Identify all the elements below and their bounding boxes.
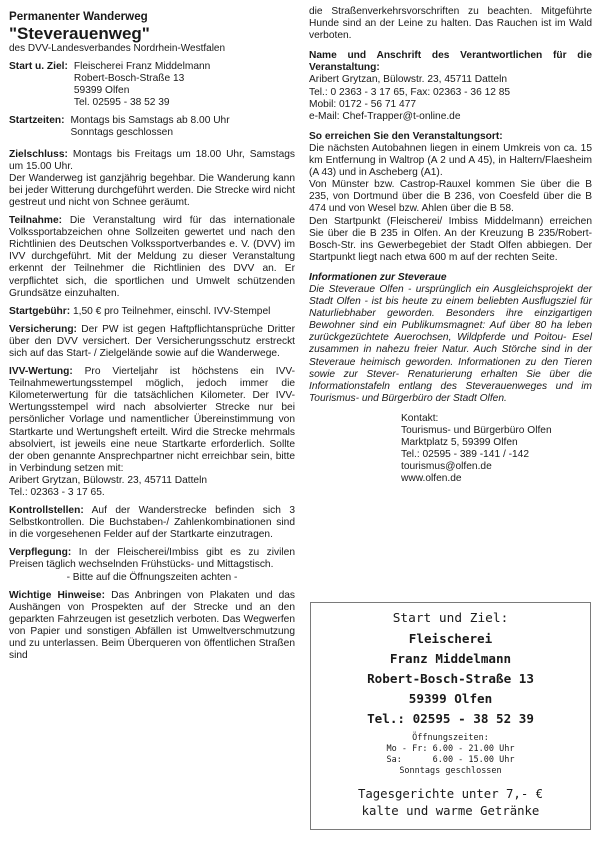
- organizer-subtitle: des DVV-Landesverbandes Nordrhein-Westfalen: [9, 43, 226, 54]
- startgebuehr-section: [9, 306, 295, 318]
- route-name: "Steverauenweg": [9, 24, 150, 43]
- versicherung-label: Versicherung:: [9, 323, 77, 335]
- kontakt-block: [401, 413, 592, 486]
- kontakt-label: Kontakt:: [401, 412, 439, 424]
- hinweise-label: Wichtige Hinweise:: [9, 589, 105, 601]
- teilnahme-label: Teilnahme:: [9, 215, 63, 227]
- box-hours-weekdays: Mo - Fr: 6.00 - 21.00 Uhr: [386, 744, 515, 754]
- ivv-wertung-text: Pro Vierteljahr ist höchstens ein IVV-Teilnahmewertungsstempel möglich, jedoch immer die Kilometerwertung für die tatsächlichen Kilometer. Der IVV-Wertungsstempel wird nach absolvierter Strecke nur bei persönlicher Vorlage und namentlicher Übereinstimmung von Startkarte und Wertungsheft erteilt. Wird die Strecke mehrmals absolviert, ist jeweils eine neue Startkarte erforderlich. Sollte der oben genannte Ansprechpartner nicht erreichbar sein, bitte in Verbindung setzen mit:: [9, 366, 295, 474]
- address-line: Fleischerei Franz Middelmann: [73, 61, 211, 72]
- kontakt-line: Tel.: 02595 - 389 -141 / -142: [401, 449, 529, 461]
- hours-line: Sonntags geschlossen: [70, 127, 173, 139]
- kontrollstellen-section: [9, 505, 295, 541]
- left-column: [9, 6, 295, 662]
- kontakt-line: Tourismus- und Bürgerbüro Olfen: [401, 425, 552, 436]
- right-column: [309, 6, 592, 485]
- box-street: Robert-Bosch-Straße 13: [367, 671, 534, 686]
- hours-line: Montags bis Samstags ab 8.00 Uhr: [70, 115, 230, 127]
- verantwortlich-heading: Name und Anschrift des Verantwortlichen für die Veranstaltung:: [309, 50, 592, 74]
- anreise-heading: So erreichen Sie den Veranstaltungsort:: [309, 130, 503, 142]
- steveraue-text: Die Steveraue Olfen - ursprünglich ein Ausgleichsprojekt der Stadt Olfen - ist bis heute zu einem beliebten Ausflugsziel für Naturliebhaber geworden. Besonders ihre einzigartigen Bewohner sind ein Publikumsmagnet: Auf über 80 ha leben zurückgezüchtete Auerochsen, Wildpferde und Poitou- Esel zusammen in nahezu freier Natur. Auch Störche sind in der Steveraue heimisch geworden. Informationen zu den Tieren sowie zur Stever- Renaturierung erhalten Sie über die Informationstafeln entlang des Steverauenweges und im Tourismus- und Bürgerbüro der Stadt Olfen.: [309, 283, 592, 404]
- anreise-paragraph: Von Münster bzw. Castrop-Rauxel kommen Sie über die B 235, von Dortmund über die B 236, von Coesfeld über die B 474 und von Wesel bzw. Ahlen über die B 58.: [309, 179, 592, 215]
- versicherung-section: [9, 324, 295, 360]
- ivv-wertung-section: [9, 366, 295, 475]
- zielschluss-note: Der Wanderweg ist ganzjährig begehbar. Die Wanderung kann bei jeder Witterung durchgeführt werden. Die Strecke wird nicht gestreut und nicht von Schnee geräumt.: [9, 172, 295, 208]
- kontakt-website: www.olfen.de: [401, 473, 462, 485]
- start-ziel-block: [9, 61, 210, 109]
- startzeiten-label: Startzeiten:: [9, 115, 65, 127]
- start-ziel-value: [74, 61, 210, 109]
- startgebuehr-text: 1,50 € pro Teilnehmer, einschl. IVV-Stempel: [70, 305, 271, 317]
- box-start-ziel-label: Start und Ziel:: [392, 611, 509, 626]
- start-ziel-box: [310, 602, 591, 830]
- verantwortlich-line: Tel.: 0 2363 - 3 17 65, Fax: 02363 - 36 12 85: [309, 86, 511, 98]
- verantwortlich-line: Aribert Grytzan, Bülowstr. 23, 45711 Datteln: [309, 74, 507, 86]
- verantwortlich-email: e-Mail: Chef-Trapper@t-online.de: [309, 110, 461, 122]
- ivv-wertung-label: IVV-Wertung:: [9, 366, 73, 378]
- kontrollstellen-text: Auf der Wanderstrecke befinden sich 3 Selbstkontrollen. Die Buchstaben-/ Zahlenkombinationen sind in die vorgesehenen Felder auf der Startkarte einzutragen.: [9, 505, 295, 541]
- box-meals: Tagesgerichte unter 7,- €: [357, 787, 544, 801]
- kontakt-email: tourismus@olfen.de: [401, 461, 492, 473]
- hinweise-section: [9, 590, 295, 663]
- teilnahme-text: Die Veranstaltung wird für das internationale Volkssportabzeichen ohne Sollzeiten gewertet und nach den Richtlinien des Deutschen Volkssportverbandes e. V. (DVV) im IVV durchgeführt. Mit der Meldung zu dieser Veranstaltung erkennt der Teilnehmer die Richtlinien des DVV an. Er verpflichtet sich, die sportlichen und Umwelt schützenden Grundsätze einzuhalten.: [9, 215, 295, 299]
- hinweise-continued: die Straßenverkehrsvorschriften zu beachten. Mitgeführte Hunde sind an der Leine zu halten. Das Rauchen ist im Wald verboten.: [309, 6, 592, 42]
- start-ziel-label: Start u. Ziel:: [9, 61, 68, 72]
- address-line: Tel. 02595 - 38 52 39: [73, 97, 170, 109]
- verpflegung-label: Verpflegung:: [9, 547, 72, 559]
- anreise-paragraph: Die nächsten Autobahnen liegen in einem Umkreis von ca. 15 km Entfernung in Waltrop (A 2 und A 45), in Haltern/Flaesheim (A 43) und in Ascheberg (A1).: [309, 142, 592, 179]
- box-hours-label: Öffnungszeiten:: [412, 733, 489, 743]
- box-name-line1: Fleischerei: [408, 631, 493, 646]
- verpflegung-section: [9, 547, 295, 571]
- address-line: Robert-Bosch-Straße 13: [73, 73, 185, 85]
- address-line: 59399 Olfen: [73, 85, 130, 97]
- anreise-paragraph: Den Startpunkt (Fleischerei/ Imbiss Middelmann) erreichen Sie über die B 235 in Olfen. An der Kreuzung B 235/Robert-Bosch-Str. ins Gewerbegebiet der Stadt Olfen abbiegen. Der Startpunkt liegt nach etwa 600 m auf der rechten Seite.: [309, 215, 592, 263]
- hinweise-text: Das Anbringen von Plakaten und das Aushängen von Prospekten auf der Strecke und an den geparkten Fahrzeugen ist gesetzlich verboten. Das Wegwerfen von Papier und sonstigen Abfällen ist Umweltverschmutzung und zu unterlassen. Beim Überqueren von öffentlichen Straßen sind: [9, 589, 295, 662]
- verpflegung-note: - Bitte auf die Öffnungszeiten achten -: [66, 571, 238, 583]
- startgebuehr-label: Startgebühr:: [9, 305, 71, 317]
- startzeiten-value: [70, 115, 229, 139]
- box-name-line2: Franz Middelmann: [389, 651, 512, 666]
- verpflegung-text: In der Fleischerei/Imbiss gibt es zu zivilen Preisen täglich wechselnden Frühstücks- und Mittagstisch.: [9, 547, 295, 571]
- ivv-contact-phone: Tel.: 02363 - 3 17 65.: [9, 487, 105, 498]
- steveraue-heading: Informationen zur Steveraue: [309, 271, 447, 283]
- page-title: Permanenter Wanderweg: [9, 10, 148, 23]
- box-city: 59399 Olfen: [408, 691, 493, 706]
- versicherung-text: Der PW ist gegen Haftpflichtansprüche Dritter über den DVV versichert. Der Versicherungsschutz erstreckt sich auf das Start- / Zielgelände sowie auf die Wanderwege.: [9, 323, 295, 359]
- ivv-contact-name: Aribert Grytzan, Bülowstr. 23, 45711 Datteln: [9, 474, 207, 486]
- verantwortlich-line: Mobil: 0172 - 56 71 477: [309, 98, 417, 110]
- kontakt-line: Marktplatz 5, 59399 Olfen: [401, 437, 518, 449]
- zielschluss-section: [9, 149, 295, 173]
- kontrollstellen-label: Kontrollstellen:: [9, 505, 84, 517]
- zielschluss-label: Zielschluss:: [9, 148, 68, 160]
- zielschluss-text: Montags bis Freitags um 18.00 Uhr, Samstags um 15.00 Uhr.: [9, 148, 295, 172]
- teilnahme-section: [9, 215, 295, 300]
- box-phone: Tel.: 02595 - 38 52 39: [367, 711, 534, 726]
- box-hours-sunday: Sonntags geschlossen: [399, 766, 502, 776]
- box-drinks: kalte und warme Getränke: [361, 804, 540, 818]
- box-hours-saturday: Sa: 6.00 - 15.00 Uhr: [386, 755, 515, 765]
- startzeiten-block: [9, 115, 230, 139]
